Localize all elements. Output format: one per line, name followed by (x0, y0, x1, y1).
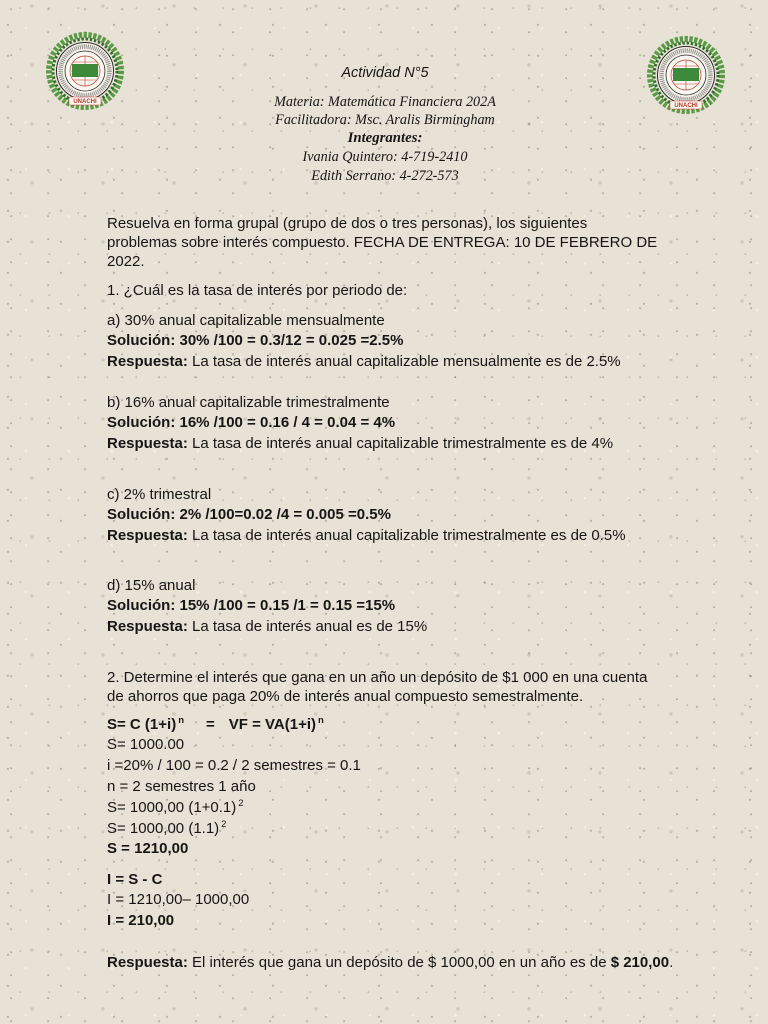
item-answer (107, 617, 427, 638)
interest-result: I = 210,00 (107, 911, 175, 929)
step-exponent: 2 (238, 797, 244, 809)
seal-banner-text: UNACHI (73, 99, 97, 105)
answer-label: Respuesta: (107, 526, 188, 544)
item-solution: Solución: 2% /100=0.02 /4 = 0.005 =0.5% (107, 506, 391, 524)
answer-label: Respuesta: (107, 352, 188, 370)
step-text: S= 1000,00 (1.1) (107, 819, 220, 837)
item-solution: Solución: 16% /100 = 0.16 / 4 = 0.04 = 4% (107, 414, 396, 432)
question-1-item-d (107, 576, 427, 638)
formula-right-exponent: n (318, 714, 324, 726)
question-2-answer (107, 953, 673, 974)
item-answer (107, 526, 626, 547)
instructions-line: 2022. (107, 252, 145, 270)
solution-step: S= 1000.00 (107, 736, 185, 754)
members-label: Integrantes: (347, 130, 423, 146)
question-2-prompt-line: 2. Determine el interés que gana en un año un depósito de $1 000 en una cuenta (107, 668, 648, 686)
item-statement: a) 30% anual capitalizable mensualmente (107, 311, 385, 329)
instructor-line: Facilitadora: Msc. Aralis Birmingham (275, 112, 495, 128)
formula-left: S= C (1+i) (107, 715, 177, 733)
instructions-paragraph (107, 214, 657, 271)
instructions-line: Resuelva en forma grupal (grupo de dos o tres personas), los siguientes (107, 214, 588, 232)
item-statement: c) 2% trimestral (107, 485, 212, 503)
instructions-line: problemas sobre interés compuesto. FECHA DE ENTREGA: 10 DE FEBRERO DE (107, 233, 658, 251)
subject-line: Materia: Matemática Financiera 202A (274, 94, 496, 110)
item-solution: Solución: 30% /100 = 0.3/12 = 0.025 =2.5% (107, 332, 404, 350)
answer-text: La tasa de interés anual capitalizable trimestralmente es de 4% (192, 434, 614, 452)
answer-label: Respuesta: (107, 617, 188, 635)
question-2-prompt (107, 668, 647, 706)
solution-step (107, 798, 361, 819)
interest-calculation (107, 870, 249, 932)
question-2-solution-steps (107, 715, 361, 861)
solution-result: S = 1210,00 (107, 840, 189, 858)
member-line: Edith Serrano: 4-272-573 (311, 168, 459, 184)
solution-step (107, 819, 361, 840)
answer-text: La tasa de interés anual es de 15% (192, 617, 428, 635)
item-solution: Solución: 15% /100 = 0.15 /1 = 0.15 =15% (107, 597, 396, 615)
compound-interest-formula (107, 715, 361, 736)
question-1-item-b (107, 393, 613, 455)
interest-formula: I = S - C (107, 870, 163, 888)
answer-amount: $ 210,00 (610, 953, 670, 971)
answer-label: Respuesta: (107, 953, 188, 971)
step-text: S= 1000,00 (1+0.1) (107, 798, 237, 816)
answer-text: La tasa de interés anual capitalizable mensualmente es de 2.5% (192, 352, 621, 370)
interest-step: I = 1210,00– 1000,00 (107, 891, 250, 909)
item-answer (107, 434, 613, 455)
answer-label: Respuesta: (107, 434, 188, 452)
seal-banner-text: UNACHI (674, 103, 698, 109)
question-2-prompt-line: de ahorros que paga 20% de interés anual compuesto semestralmente. (107, 687, 584, 705)
formula-equals: = (206, 715, 215, 733)
solution-step: i =20% / 100 = 0.2 / 2 semestres = 0.1 (107, 757, 361, 775)
answer-end: . (669, 953, 674, 971)
formula-left-exponent: n (178, 714, 185, 726)
item-statement: d) 15% anual (107, 576, 196, 594)
question-1-item-c (107, 485, 626, 547)
item-answer (107, 352, 621, 373)
answer-text: El interés que gana un depósito de $ 1000,00 en un año es de (192, 953, 607, 971)
question-1-prompt: 1. ¿Cuál es la tasa de interés por periodo de: (107, 282, 408, 299)
step-exponent: 2 (221, 818, 227, 830)
activity-title: Actividad N°5 (341, 65, 429, 81)
solution-step: n = 2 semestres 1 año (107, 777, 256, 795)
formula-right: VF = VA(1+i) (228, 715, 317, 733)
answer-text: La tasa de interés anual capitalizable trimestralmente es de 0.5% (192, 526, 626, 544)
item-statement: b) 16% anual capitalizable trimestralmente (107, 393, 390, 411)
member-line: Ivania Quintero: 4-719-2410 (302, 149, 468, 165)
question-1-item-a (107, 311, 621, 373)
